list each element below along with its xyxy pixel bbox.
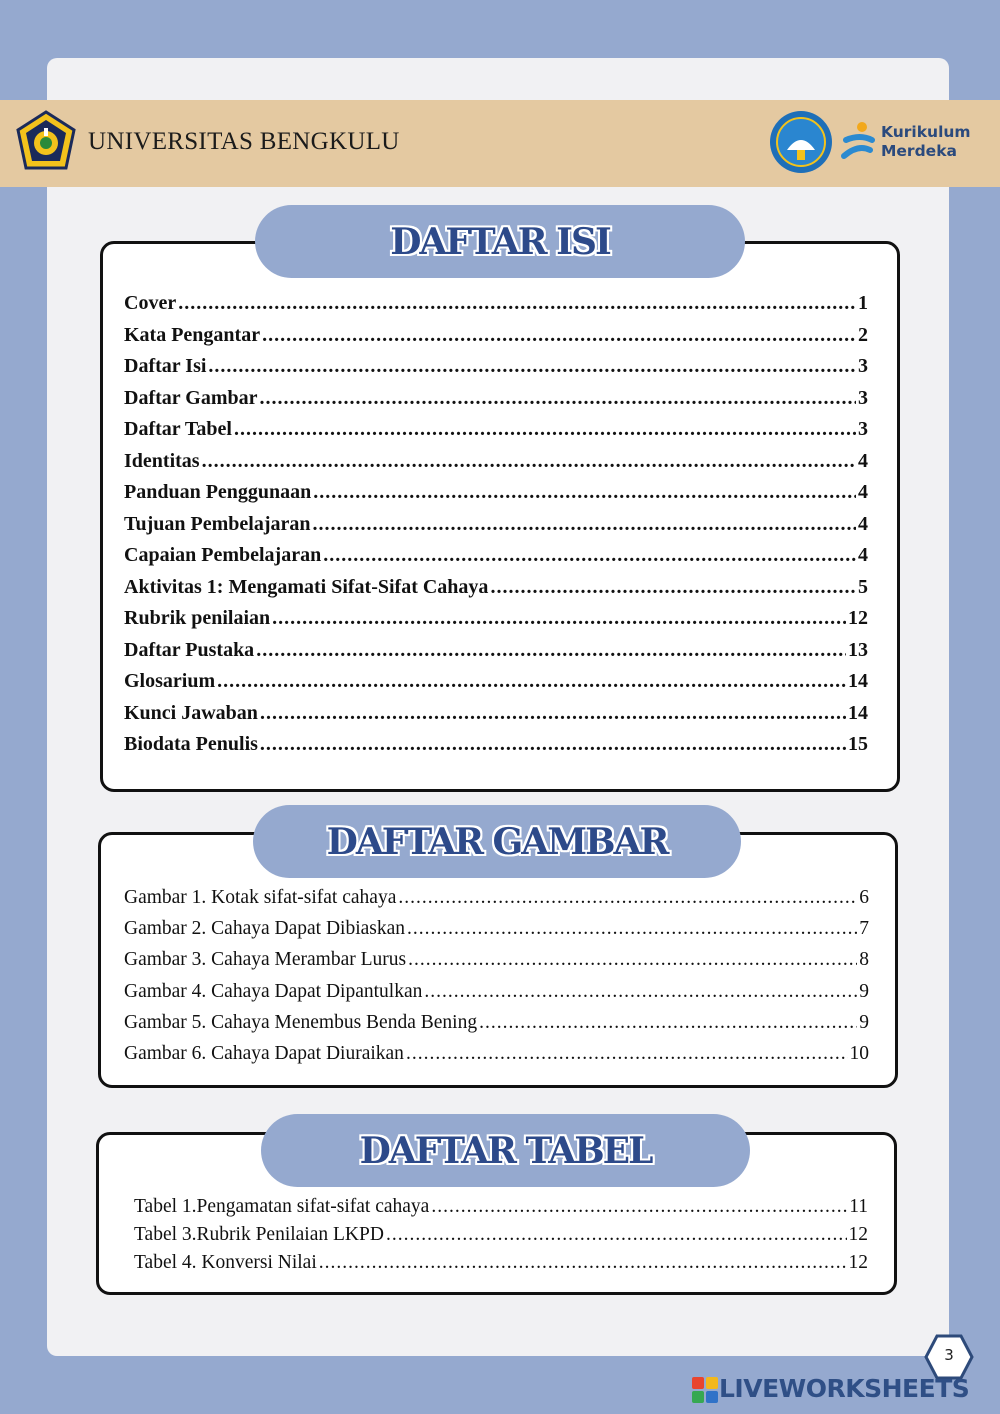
daftar-tabel-heading-pill	[261, 1114, 750, 1187]
toc-item-page: 12	[848, 607, 868, 629]
figure-list-item[interactable]	[124, 887, 869, 918]
daftar-gambar-list	[124, 887, 869, 1074]
university-name: UNIVERSITAS BENGKULU	[88, 128, 400, 155]
table-list-item[interactable]	[134, 1252, 868, 1280]
dot-leader	[313, 513, 856, 536]
dot-leader	[408, 949, 857, 971]
dot-leader	[260, 733, 846, 756]
figure-list-item[interactable]	[124, 918, 869, 949]
figure-item-page: 9	[859, 980, 869, 1002]
daftar-isi-title: DAFTAR ISI	[390, 220, 610, 263]
figure-list-item[interactable]	[124, 949, 869, 980]
toc-item[interactable]	[124, 670, 868, 702]
toc-item[interactable]	[124, 418, 868, 450]
dot-leader	[262, 324, 856, 347]
figure-item-page: 8	[859, 949, 869, 971]
toc-item-label: Glosarium	[124, 670, 216, 692]
dot-leader	[431, 1196, 847, 1218]
figure-item-label: Gambar 3. Cahaya Merambar Lurus	[124, 949, 407, 971]
daftar-isi-heading-pill	[255, 205, 745, 278]
toc-item-page: 1	[858, 292, 868, 314]
table-item-page: 12	[848, 1224, 868, 1245]
curriculum-line-2: Merdeka	[881, 142, 957, 160]
toc-item-label: Daftar Pustaka	[124, 638, 255, 661]
dot-leader	[256, 639, 846, 662]
figure-item-page: 7	[859, 918, 869, 940]
table-item-page: 11	[849, 1196, 868, 1217]
toc-item-label: Capaian Pembelajaran	[124, 544, 322, 566]
toc-item-page: 3	[858, 355, 868, 377]
toc-item[interactable]	[124, 513, 868, 545]
toc-item[interactable]	[124, 639, 868, 671]
tut-wuri-handayani-logo-icon	[769, 110, 833, 174]
toc-item[interactable]	[124, 702, 868, 734]
dot-leader	[260, 702, 846, 725]
daftar-tabel-list	[134, 1196, 868, 1280]
toc-item-page: 3	[858, 386, 868, 409]
dot-leader	[178, 292, 856, 315]
figure-list-item[interactable]	[124, 981, 869, 1012]
dot-leader	[490, 576, 856, 599]
figure-item-label: Gambar 6. Cahaya Dapat Diuraikan	[124, 1042, 404, 1064]
dot-leader	[479, 1012, 857, 1034]
figure-item-label: Gambar 1. Kotak sifat-sifat cahaya	[124, 887, 397, 908]
dot-leader	[217, 670, 846, 693]
toc-item-page: 4	[858, 449, 868, 472]
kurikulum-merdeka-logo-icon	[840, 120, 876, 166]
table-item-label: Tabel 3.Rubrik Penilaian LKPD	[134, 1224, 384, 1245]
dot-leader	[319, 1252, 847, 1274]
toc-item-page: 14	[848, 670, 868, 692]
university-logo-icon	[14, 110, 78, 176]
figure-item-label: Gambar 5. Cahaya Menembus Benda Bening	[124, 1011, 478, 1033]
toc-item[interactable]	[124, 481, 868, 513]
daftar-isi-list	[124, 292, 868, 765]
toc-item[interactable]	[124, 292, 868, 324]
dot-leader	[398, 887, 857, 909]
figure-item-page: 9	[859, 1011, 869, 1033]
dot-leader	[260, 387, 857, 410]
toc-item-page: 4	[858, 512, 868, 535]
dot-leader	[407, 918, 857, 940]
daftar-tabel-title: DAFTAR TABEL	[359, 1129, 652, 1172]
dot-leader	[386, 1224, 847, 1246]
dot-leader	[424, 981, 857, 1003]
toc-item-page: 13	[848, 638, 868, 661]
toc-item-label: Tujuan Pembelajaran	[124, 512, 311, 535]
dot-leader	[323, 544, 856, 567]
table-item-label: Tabel 4. Konversi Nilai	[134, 1252, 317, 1273]
toc-item-label: Biodata Penulis	[124, 733, 258, 755]
dot-leader	[208, 355, 856, 378]
toc-item-label: Kata Pengantar	[124, 323, 261, 346]
toc-item-label: Cover	[124, 292, 177, 314]
dot-leader	[234, 418, 856, 441]
toc-item[interactable]	[124, 733, 868, 765]
toc-item-label: Identitas	[124, 449, 200, 472]
toc-item[interactable]	[124, 324, 868, 356]
table-item-label: Tabel 1.Pengamatan sifat-sifat cahaya	[134, 1196, 430, 1217]
toc-item-page: 14	[848, 701, 868, 724]
dot-leader	[202, 450, 856, 473]
toc-item-page: 4	[858, 481, 868, 503]
toc-item[interactable]	[124, 355, 868, 387]
toc-item-page: 3	[858, 418, 868, 440]
table-list-item[interactable]	[134, 1224, 868, 1252]
toc-item-page: 15	[848, 733, 868, 755]
toc-item[interactable]	[124, 450, 868, 482]
toc-item[interactable]	[124, 544, 868, 576]
curriculum-logo-text	[881, 123, 971, 161]
toc-item-label: Daftar Gambar	[124, 386, 258, 409]
toc-item[interactable]	[124, 387, 868, 419]
figure-item-label: Gambar 4. Cahaya Dapat Dipantulkan	[124, 980, 423, 1002]
liveworksheets-logo-icon	[692, 1377, 718, 1403]
toc-item-page: 2	[858, 323, 868, 346]
figure-list-item[interactable]	[124, 1012, 869, 1043]
daftar-gambar-title: DAFTAR GAMBAR	[326, 820, 668, 863]
toc-item-page: 4	[858, 544, 868, 566]
figure-item-page: 10	[849, 1042, 869, 1064]
figure-item-label: Gambar 2. Cahaya Dapat Dibiaskan	[124, 918, 406, 940]
dot-leader	[406, 1043, 848, 1065]
toc-item-label: Daftar Isi	[124, 355, 207, 377]
toc-item-label: Aktivitas 1: Mengamati Sifat-Sifat Cahaya	[124, 575, 489, 598]
page-number: 3	[944, 1346, 954, 1364]
figure-item-page: 6	[859, 887, 869, 908]
figure-list-item[interactable]	[124, 1043, 869, 1074]
table-item-page: 12	[848, 1252, 868, 1273]
liveworksheets-brand[interactable]: LIVEWORKSHEETS	[719, 1374, 970, 1403]
toc-item-label: Rubrik penilaian	[124, 607, 271, 629]
curriculum-line-1: Kurikulum	[881, 123, 971, 141]
toc-item[interactable]	[124, 607, 868, 639]
toc-item-label: Kunci Jawaban	[124, 701, 258, 724]
toc-item[interactable]	[124, 576, 868, 608]
toc-item-label: Panduan Penggunaan	[124, 481, 312, 503]
toc-item-label: Daftar Tabel	[124, 418, 232, 440]
toc-item-page: 5	[858, 575, 868, 598]
daftar-gambar-heading-pill	[253, 805, 741, 878]
dot-leader	[313, 481, 856, 504]
dot-leader	[272, 607, 846, 630]
table-list-item[interactable]	[134, 1196, 868, 1224]
